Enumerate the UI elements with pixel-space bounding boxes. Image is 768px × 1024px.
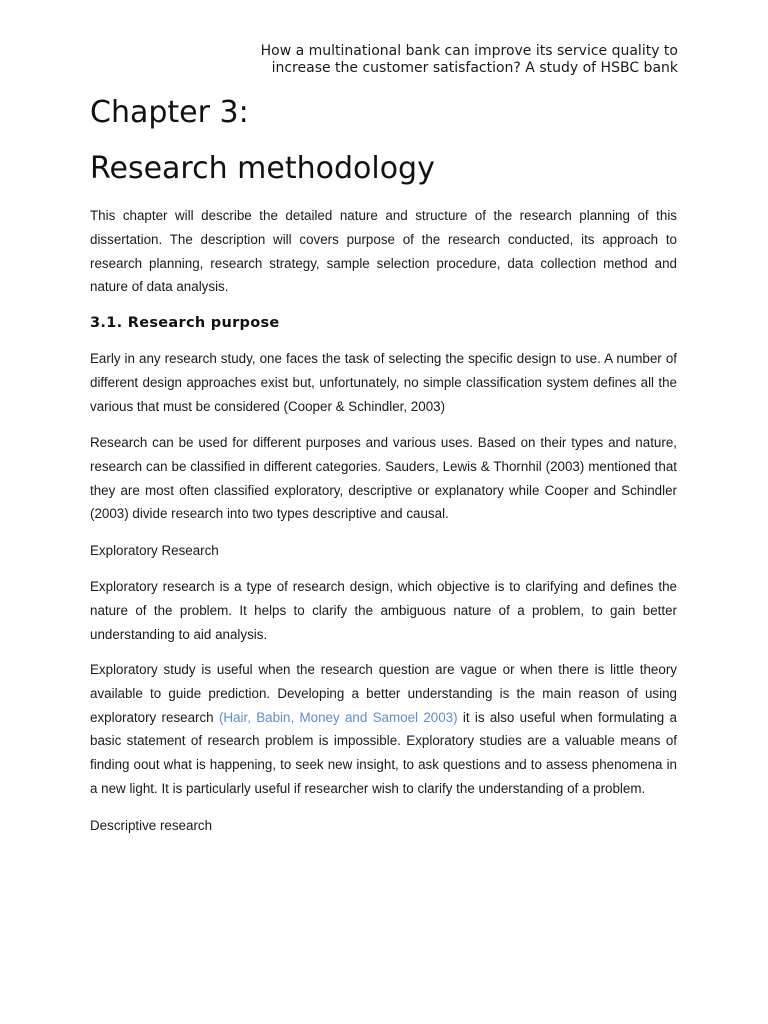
paragraph-exploratory-study-text-1: Exploratory study is useful when the research question are vague or when there is little theory available to guide prediction. Developing a better understanding is the main reason of using exploratory research	[90, 662, 677, 725]
paragraph-exploratory-definition: Exploratory research is a type of research design, which objective is to clarifying and defines the nature of the problem. It helps to clarify the ambiguous nature of a problem, to gain better understanding to aid analysis.	[90, 579, 677, 642]
intro-paragraph: This chapter will describe the detailed nature and structure of the research planning of this dissertation. The description will covers purpose of the research conducted, its approach to research planning, research strategy, sample selection procedure, data collection method and nature of data analysis.	[90, 208, 677, 295]
running-header-line-2: increase the customer satisfaction? A study of HSBC bank	[271, 60, 678, 76]
section-heading-research-purpose: 3.1. Research purpose	[90, 315, 280, 331]
citation-link[interactable]: (Hair, Babin, Money and Samoel 2003)	[218, 709, 463, 725]
paragraph-exploratory-study	[90, 658, 677, 801]
chapter-title: Chapter 3:	[90, 95, 249, 130]
paragraph-research-classification: Research can be used for different purposes and various uses. Based on their types and nature, research can be classified in different categories. Sauders, Lewis & Thornhil (2003) mentioned that they are most often classified exploratory, descriptive or explanatory while Cooper and Schindler (2003) divide research into two types descriptive and causal.	[90, 435, 677, 522]
subheading-exploratory-research: Exploratory Research	[90, 543, 219, 558]
chapter-subtitle: Research methodology	[90, 151, 435, 186]
paragraph-exploratory-study-text-2: it is also useful when formulating a basic statement of research problem is impossible. Exploratory studies are a valuable means of finding oout what is happening, to seek new insight, to ask questions and to assess phenomena in a new light. It is particularly useful if researcher wish to clarify the understanding of a problem.	[90, 709, 677, 796]
paragraph-research-design: Early in any research study, one faces the task of selecting the specific design to use. A number of different design approaches exist but, unfortunately, no simple classification system defines all the various that must be considered (Cooper & Schindler, 2003)	[90, 351, 677, 414]
running-header	[218, 43, 678, 77]
running-header-line-1: How a multinational bank can improve its service quality to	[260, 43, 678, 59]
subheading-descriptive-research: Descriptive research	[90, 818, 213, 833]
